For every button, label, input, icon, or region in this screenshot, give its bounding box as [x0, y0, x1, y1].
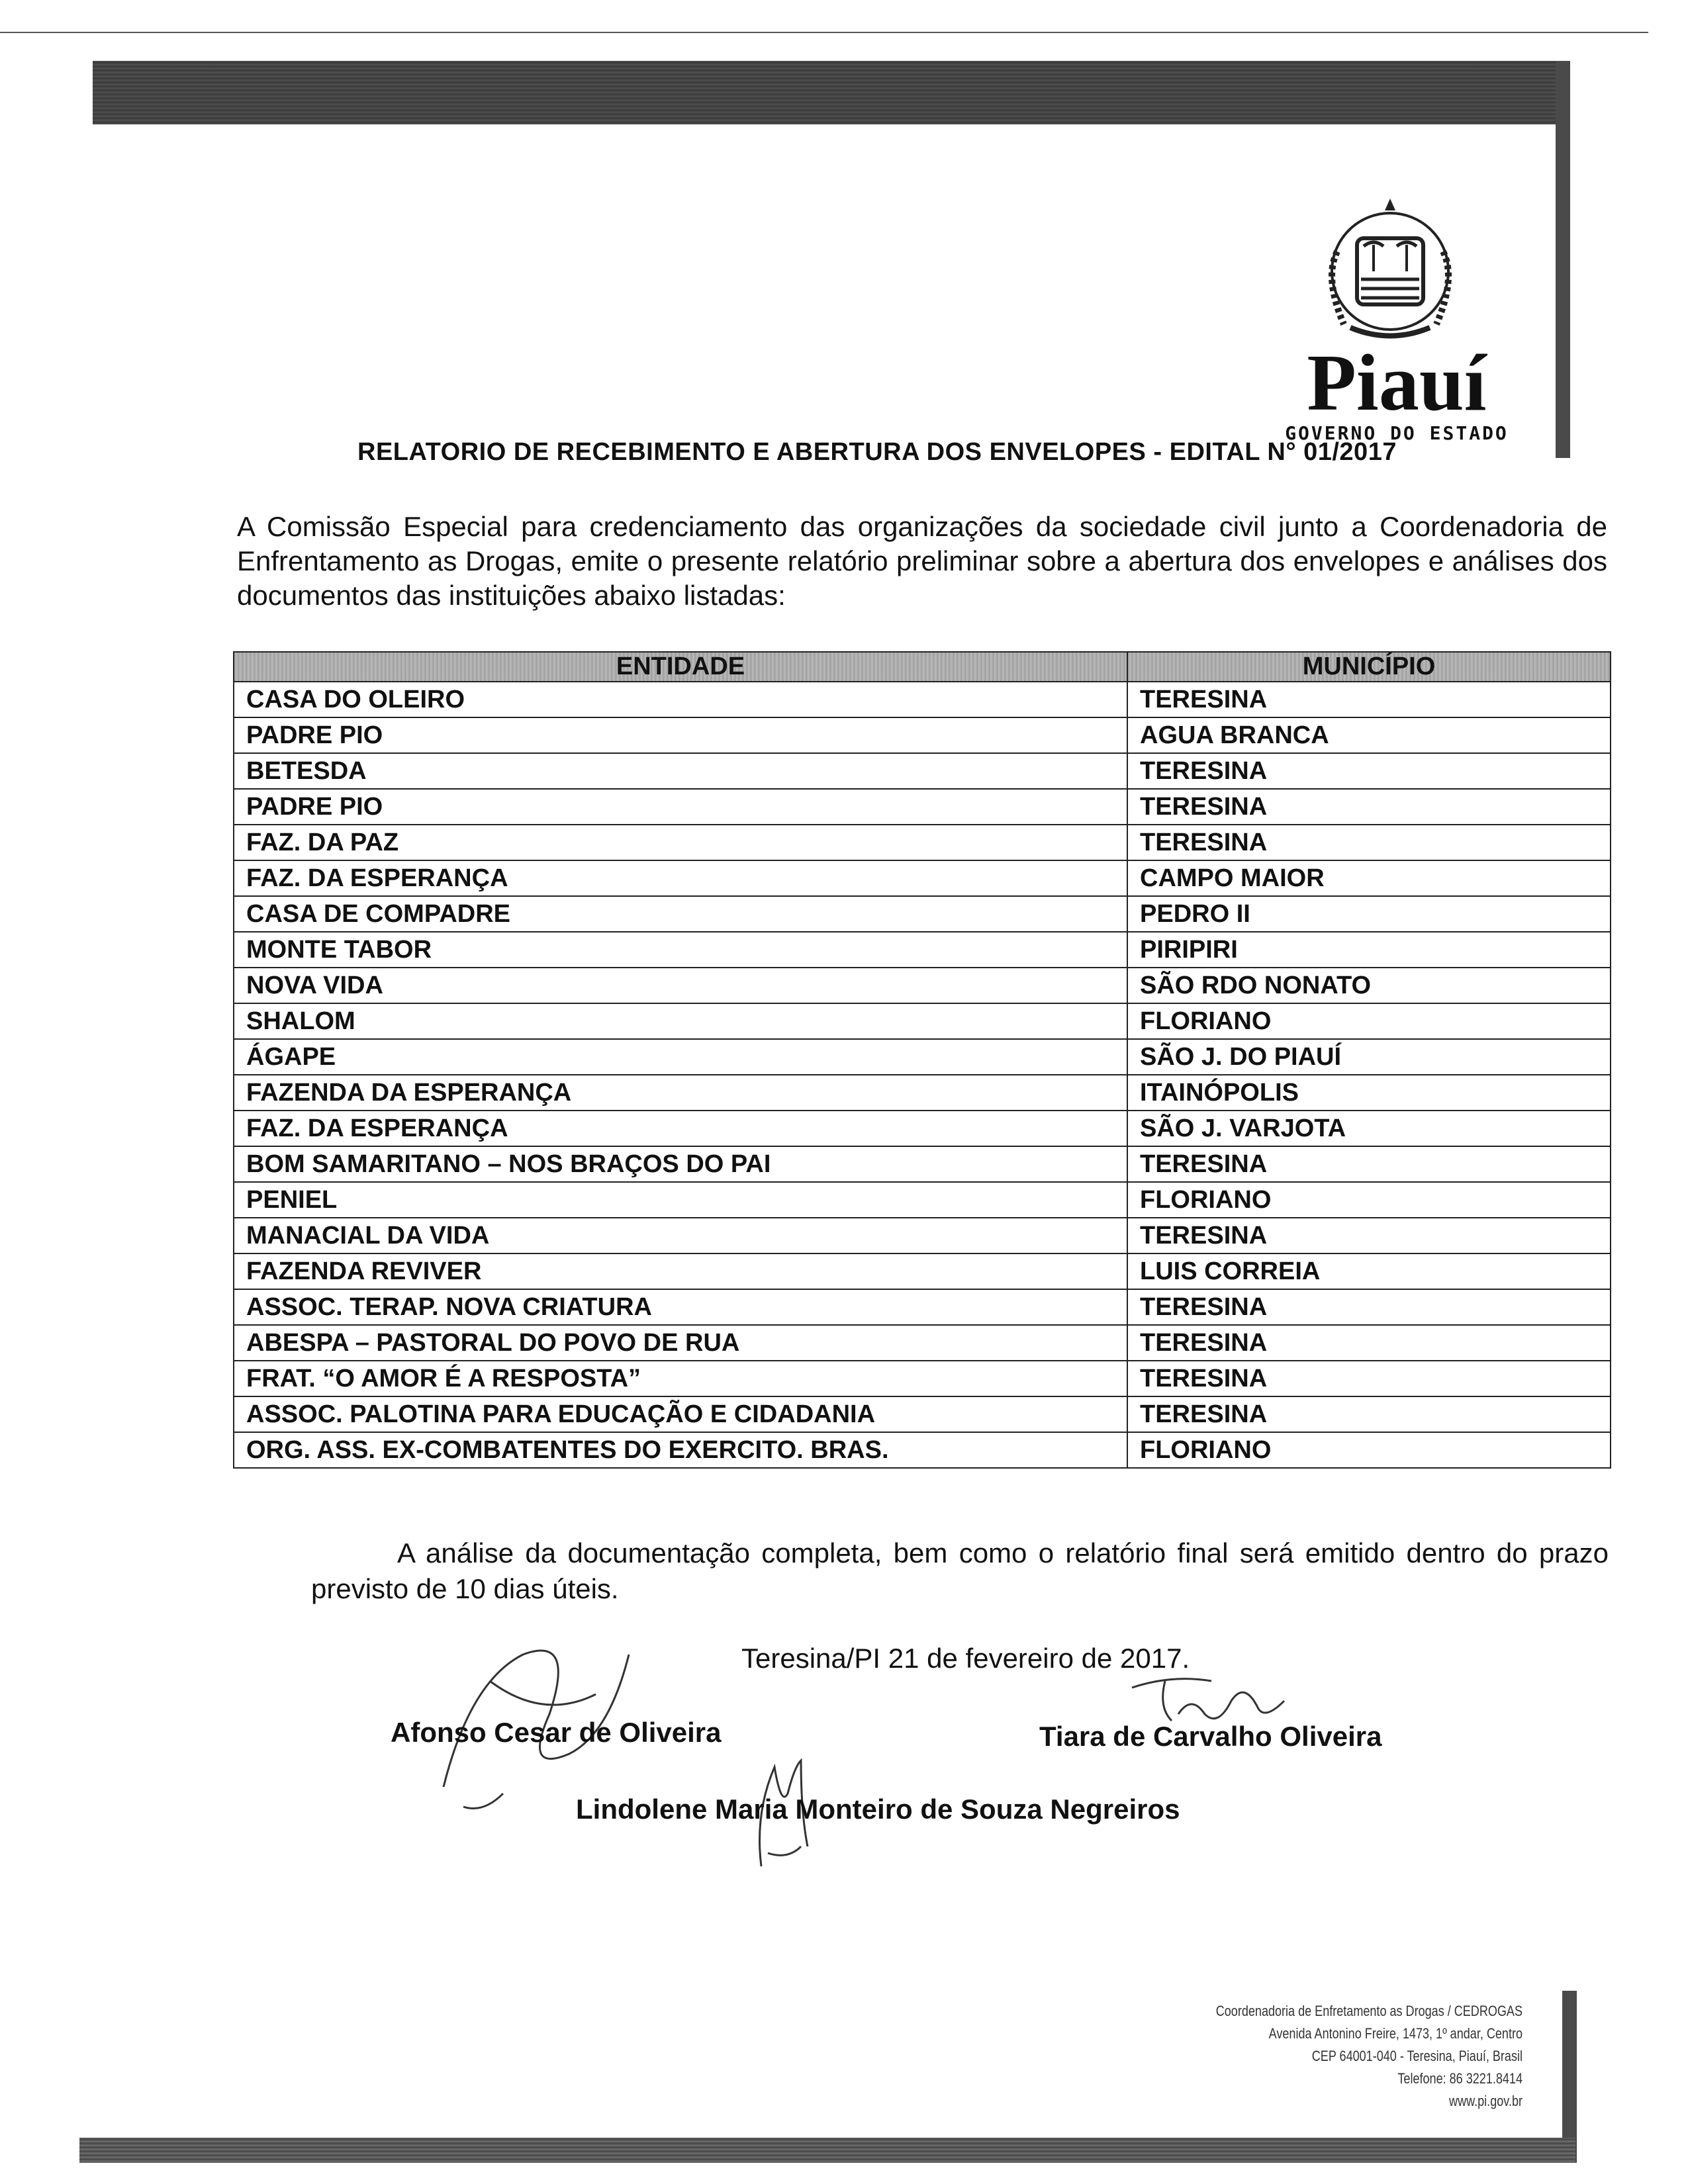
table-row: [234, 825, 1611, 860]
entidade-cell: ASSOC. TERAP. NOVA CRIATURA: [234, 1289, 1127, 1325]
table-row: [234, 932, 1611, 968]
logo-name: Piauí: [1307, 338, 1487, 428]
table-row: [234, 753, 1611, 789]
closing-paragraph: A análise da documentação completa, bem como o relatório final será emitido dentro do prazo previsto de 10 dias úteis.: [311, 1537, 1609, 1604]
municipio-cell: TERESINA: [1127, 1289, 1611, 1325]
municipio-cell: PEDRO II: [1127, 896, 1611, 932]
municipio-cell: CAMPO MAIOR: [1127, 860, 1611, 896]
entidade-cell: FAZENDA REVIVER: [234, 1253, 1127, 1289]
municipio-cell: AGUA BRANCA: [1127, 717, 1611, 753]
municipio-cell: FLORIANO: [1127, 1432, 1611, 1468]
entidade-cell: BETESDA: [234, 753, 1127, 789]
date-line: Teresina/PI 21 de fevereiro de 2017.: [741, 1643, 1190, 1674]
municipio-cell: LUIS CORREIA: [1127, 1253, 1611, 1289]
municipio-cell: SÃO J. VARJOTA: [1127, 1111, 1611, 1146]
signatory-tiara: Tiara de Carvalho Oliveira: [1039, 1721, 1382, 1752]
scan-edge-line: [0, 32, 1648, 33]
municipio-cell: TERESINA: [1127, 753, 1611, 789]
table-row: [234, 1111, 1611, 1146]
municipio-cell: TERESINA: [1127, 682, 1611, 717]
table-row: [234, 1218, 1611, 1253]
table-header-row: [234, 652, 1611, 682]
footer-line: Avenida Antonino Freire, 1473, 1º andar, Centro: [1268, 2025, 1523, 2042]
table-row: [234, 682, 1611, 717]
entidade-cell: MANACIAL DA VIDA: [234, 1218, 1127, 1253]
table-row: [234, 1182, 1611, 1218]
intro-paragraph: A Comissão Especial para credenciamento das organizações da sociedade civil junto a Coordenadoria de Enfrentamento as Drogas, emite o presente relatório preliminar sobre a abertura dos envelopes e análises dos documentos das instituições abaixo listadas:: [237, 511, 1607, 611]
entidade-cell: ASSOC. PALOTINA PARA EDUCAÇÃO E CIDADANIA: [234, 1396, 1127, 1432]
entidade-cell: FAZ. DA ESPERANÇA: [234, 1111, 1127, 1146]
footer-band: [79, 2138, 1575, 2163]
table-row: [234, 1003, 1611, 1039]
logo-subtitle: GOVERNO DO ESTADO: [1285, 422, 1509, 444]
state-coat-of-arms-icon: [1311, 192, 1470, 351]
municipio-cell: TERESINA: [1127, 789, 1611, 825]
entities-table: [233, 651, 1610, 1469]
table-row: [234, 1146, 1611, 1182]
signatory-lindolene: Lindolene Maria Monteiro de Souza Negreiros: [576, 1794, 1180, 1825]
municipio-cell: ITAINÓPOLIS: [1127, 1075, 1611, 1111]
header-band: [93, 61, 1569, 124]
table-row: [234, 1396, 1611, 1432]
entidade-cell: FAZ. DA PAZ: [234, 825, 1127, 860]
footer-side-bar: [1562, 1991, 1577, 2163]
entidade-cell: BOM SAMARITANO – NOS BRAÇOS DO PAI: [234, 1146, 1127, 1182]
table-row: [234, 1432, 1611, 1468]
signatory-afonso: Afonso Cesar de Oliveira: [391, 1717, 722, 1748]
table-row: [234, 896, 1611, 932]
municipio-cell: FLORIANO: [1127, 1182, 1611, 1218]
municipio-cell: SÃO RDO NONATO: [1127, 968, 1611, 1003]
table-row: [234, 1289, 1611, 1325]
entidade-cell: NOVA VIDA: [234, 968, 1127, 1003]
footer-line: Coordenadoria de Enfretamento as Drogas / CEDROGAS: [1215, 2003, 1523, 2019]
municipio-cell: TERESINA: [1127, 1361, 1611, 1396]
table-row: [234, 1361, 1611, 1396]
entidade-cell: CASA DE COMPADRE: [234, 896, 1127, 932]
municipio-cell: TERESINA: [1127, 1325, 1611, 1361]
footer-website: www.pi.gov.br: [1449, 2093, 1523, 2109]
table-row: [234, 968, 1611, 1003]
municipio-cell: TERESINA: [1127, 1218, 1611, 1253]
table-row: [234, 1075, 1611, 1111]
footer-address: [1088, 2000, 1523, 2113]
table-row: [234, 1253, 1611, 1289]
entidade-cell: PADRE PIO: [234, 717, 1127, 753]
entidade-cell: FRAT. “O AMOR É A RESPOSTA”: [234, 1361, 1127, 1396]
municipio-cell: TERESINA: [1127, 825, 1611, 860]
entidade-cell: PADRE PIO: [234, 789, 1127, 825]
entidade-cell: FAZ. DA ESPERANÇA: [234, 860, 1127, 896]
table-row: [234, 1039, 1611, 1075]
entidade-cell: ORG. ASS. EX-COMBATENTES DO EXERCITO. BRAS.: [234, 1432, 1127, 1468]
entidade-cell: PENIEL: [234, 1182, 1127, 1218]
entidade-cell: CASA DO OLEIRO: [234, 682, 1127, 717]
municipio-cell: PIRIPIRI: [1127, 932, 1611, 968]
entidade-cell: SHALOM: [234, 1003, 1127, 1039]
entidade-cell: FAZENDA DA ESPERANÇA: [234, 1075, 1127, 1111]
header-municipio: MUNICÍPIO: [1127, 652, 1611, 682]
table-row: [234, 1325, 1611, 1361]
footer-line: Telefone: 86 3221.8414: [1397, 2070, 1523, 2087]
header-side-bar: [1556, 61, 1570, 458]
table-row: [234, 860, 1611, 896]
municipio-cell: TERESINA: [1127, 1146, 1611, 1182]
entidade-cell: ÁGAPE: [234, 1039, 1127, 1075]
entidade-cell: ABESPA – PASTORAL DO POVO DE RUA: [234, 1325, 1127, 1361]
footer-line: CEP 64001-040 - Teresina, Piauí, Brasil: [1311, 2048, 1523, 2064]
table-row: [234, 717, 1611, 753]
entidade-cell: MONTE TABOR: [234, 932, 1127, 968]
municipio-cell: FLORIANO: [1127, 1003, 1611, 1039]
document-title: RELATORIO DE RECEBIMENTO E ABERTURA DOS ENVELOPES - EDITAL N° 01/2017: [357, 438, 1397, 466]
municipio-cell: SÃO J. DO PIAUÍ: [1127, 1039, 1611, 1075]
table-row: [234, 789, 1611, 825]
header-entidade: ENTIDADE: [234, 652, 1127, 682]
municipio-cell: TERESINA: [1127, 1396, 1611, 1432]
piaui-government-logo: [1284, 192, 1509, 443]
